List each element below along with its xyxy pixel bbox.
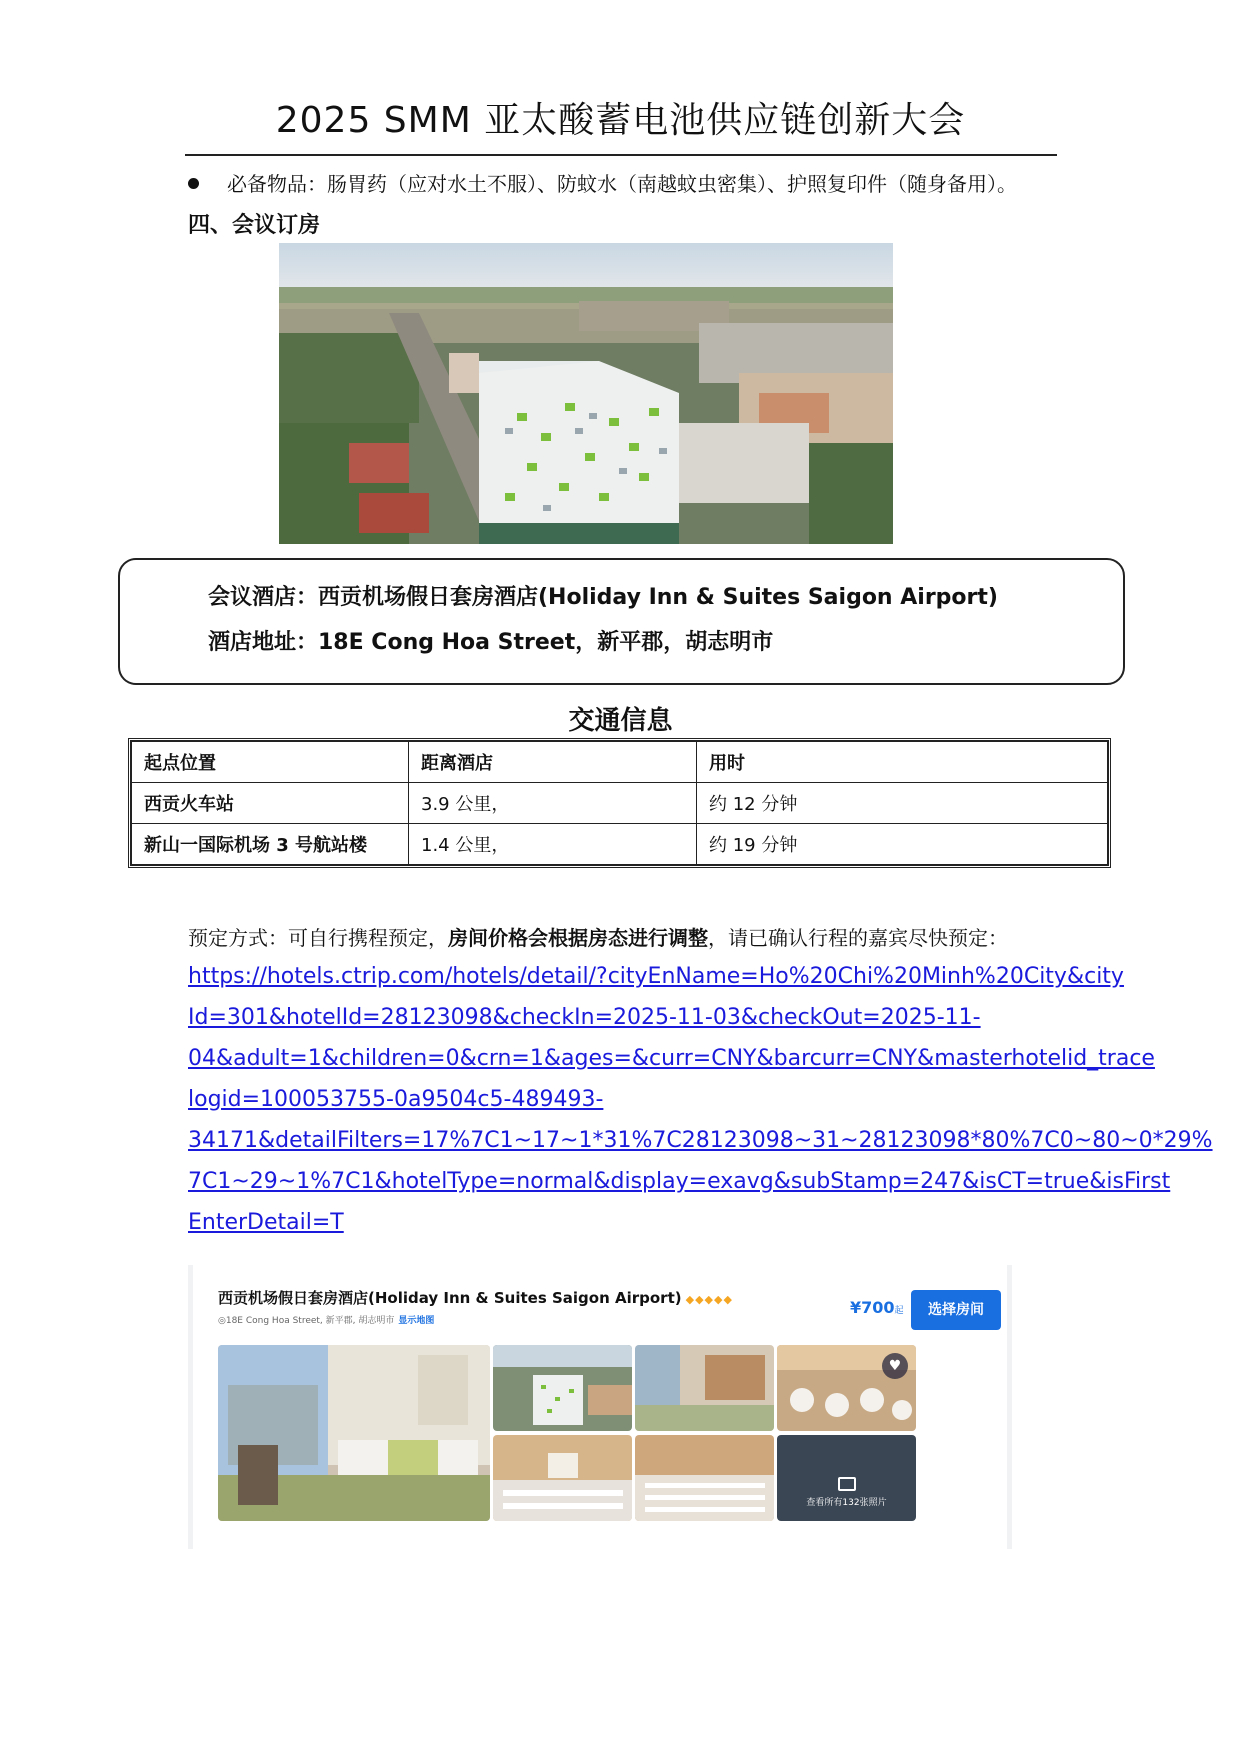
transport-title: 交通信息: [568, 706, 673, 736]
hotel-exterior-photo[interactable]: [493, 1345, 632, 1431]
select-room-button[interactable]: 选择房间: [911, 1290, 1001, 1330]
favorite-heart-icon[interactable]: ♥: [882, 1353, 908, 1379]
banquet-photo[interactable]: [777, 1345, 916, 1431]
bullet-dot-icon: [188, 178, 199, 189]
booking-link-line[interactable]: 04&adult=1&children=0&crn=1&ages=&curr=CNY&barcurr=CNY&masterhotelid_trace: [188, 1046, 1155, 1071]
essentials-text: 必备物品：肠胃药（应对水土不服）、防蚊水（南越蚊虫密集）、护照复印件（随身备用）。: [227, 172, 1017, 196]
table-cell-origin: 西贡火车站: [132, 783, 409, 824]
booking-prefix: 预定方式：可自行携程预定，: [188, 926, 448, 950]
gallery-icon: [838, 1477, 856, 1491]
booking-link-line[interactable]: logid=100053755-0a9504c5-489493-: [188, 1087, 604, 1112]
listing-address: ◎18E Cong Hoa Street, 新平郡, 胡志明市 显示地图: [218, 1316, 435, 1326]
booking-link-line[interactable]: https://hotels.ctrip.com/hotels/detail/?cityEnName=Ho%20Chi%20Minh%20City&city: [188, 964, 1124, 989]
booking-link-line[interactable]: Id=301&hotelId=28123098&checkIn=2025-11-03&checkOut=2025-11-: [188, 1005, 981, 1030]
booking-emphasis: 房间价格会根据房态进行调整: [448, 926, 708, 950]
table-cell-distance: 1.4 公里，: [409, 824, 697, 865]
listing-card: [193, 1265, 1007, 1549]
table-header-row: [132, 742, 1108, 783]
table-header-cell: 起点位置: [132, 742, 409, 783]
conference-hotel-box: [118, 558, 1125, 685]
location-pin-icon: ◎: [218, 1316, 226, 1326]
essentials-bullet: [188, 168, 1017, 197]
table-cell-duration: 约 12 分钟: [697, 783, 1108, 824]
booking-link-line[interactable]: EnterDetail=T: [188, 1210, 344, 1235]
hotel-address-line: 酒店地址：18E Cong Hoa Street，新平郡，胡志明市: [208, 630, 774, 655]
room-photo-main[interactable]: [218, 1345, 490, 1521]
hotel-aerial-photo: [279, 243, 893, 544]
table-cell-distance: 3.9 公里，: [409, 783, 697, 824]
view-all-photos[interactable]: 查看所有132张照片: [777, 1477, 916, 1508]
header-divider: [185, 154, 1057, 156]
meeting-room-photo[interactable]: [493, 1435, 632, 1521]
page-header-title: 2025 SMM 亚太酸蓄电池供应链创新大会: [275, 100, 966, 141]
section-heading: 四、会议订房: [188, 213, 321, 238]
listing-hotel-name[interactable]: 西贡机场假日套房酒店(Holiday Inn & Suites Saigon Airport) ◆◆◆◆◆: [218, 1289, 733, 1307]
ctrip-listing-screenshot: [188, 1265, 1012, 1549]
table-row: [132, 824, 1108, 865]
listing-price: ¥700起: [850, 1298, 904, 1317]
transport-table: [128, 738, 1111, 868]
conference-hall-photo[interactable]: [635, 1435, 774, 1521]
booking-suffix: ，请已确认行程的嘉宾尽快预定：: [708, 926, 1008, 950]
lounge-photo[interactable]: [635, 1345, 774, 1431]
table-row: [132, 783, 1108, 824]
booking-instructions: [188, 922, 1008, 951]
table-cell-duration: 约 19 分钟: [697, 824, 1108, 865]
hotel-name-line: 会议酒店：西贡机场假日套房酒店(Holiday Inn & Suites Saigon Airport): [208, 585, 998, 610]
table-header-cell: 用时: [697, 742, 1108, 783]
table-header-cell: 距离酒店: [409, 742, 697, 783]
table-cell-origin: 新山一国际机场 3 号航站楼: [132, 824, 409, 865]
booking-link-line[interactable]: 34171&detailFilters=17%7C1~17~1*31%7C28123098~31~28123098*80%7C0~80~0*29%: [188, 1128, 1213, 1153]
show-map-link[interactable]: 显示地图: [398, 1316, 435, 1326]
booking-link-line[interactable]: 7C1~29~1%7C1&hotelType=normal&display=exavg&subStamp=247&isCT=true&isFirst: [188, 1169, 1171, 1194]
view-all-photos-tile[interactable]: [777, 1435, 916, 1521]
star-rating-icon: ◆◆◆◆◆: [685, 1293, 733, 1306]
